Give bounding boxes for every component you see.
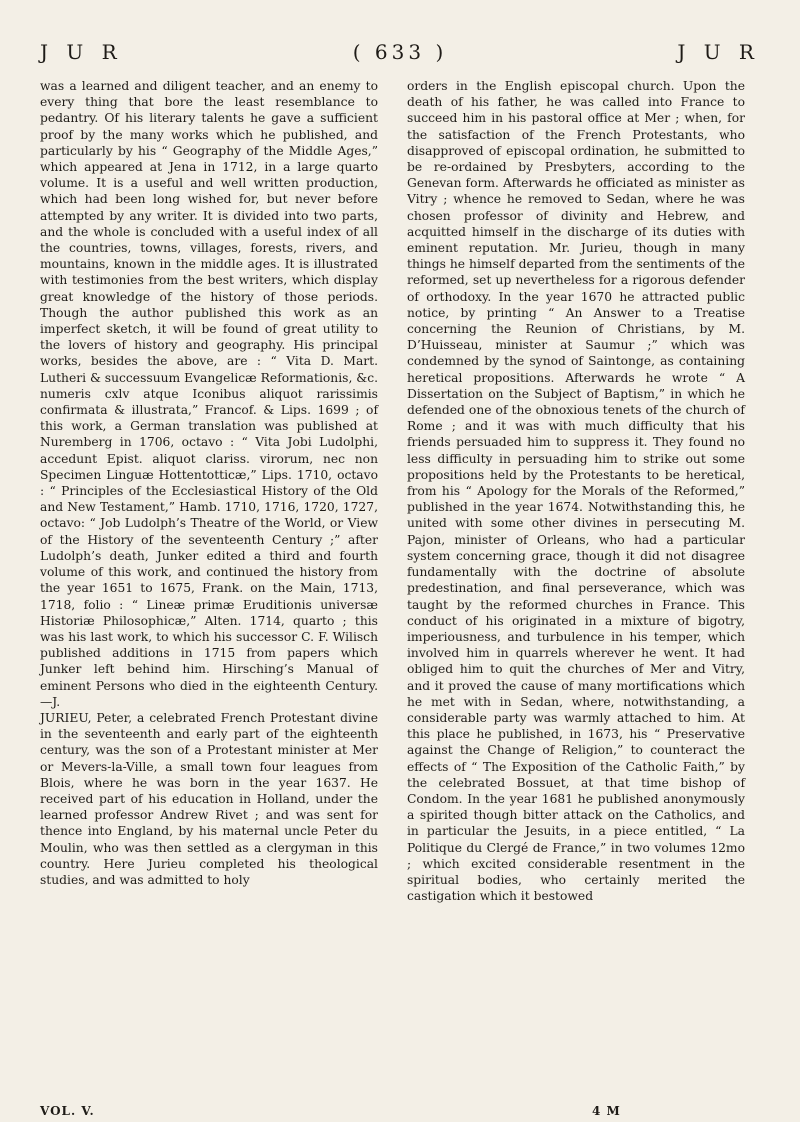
header-right: J U R	[677, 40, 760, 64]
page-number: ( 633 )	[352, 40, 448, 64]
volume-label: VOL. V.	[40, 1104, 95, 1118]
header-left: J U R	[40, 40, 123, 64]
signature-mark: 4 M	[592, 1104, 621, 1118]
paragraph-junker: was a learned and diligent teacher, and an enemy to every thing that bore the least resemblance to pedantry. Of his literary talents he gave a sufficient proof by the many works which he published, and particularly by his “ Geography of the Middle Ages,” which appeared at Jena in 1712, in a large quarto volume. It is a useful and well written production, which had been long wished for, but never before attempted by any writer. It is divided into two parts, and the whole is concluded with a useful index of all the countries, towns, villages, forests, rivers, and mountains, known in the middle ages. It is illustrated with testimonies from the best writers, which display great knowledge of the history of those periods. Though the author published this work as an imperfect sketch, it will be found of great utility to the lovers of history and geography. His principal works, besides the above, are : “ Vita D. Mart. Lutheri & successuum Evangelicæ Reformationis, &c. numeris cxlv atque Iconibus aliquot rarissimis confirmata & illustrata,” Francof. & Lips. 1699 ; of this work, a German translation was published at Nuremberg in 1706, octavo : “ Vita Jobi Ludolphi, accedunt Epist. aliquot clariss. virorum, nec non Specimen Linguæ Hottentotticæ,” Lips. 1710, octavo : “ Principles of the Ecclesiastical History of the Old and New Testament,” Hamb. 1710, 1716, 1720, 1727, octavo: “ Job Ludolph’s Theatre of the World, or View of the History of the seventeenth Century ;” after Ludolph’s death, Junker edited a third and fourth volume of this work, and continued the history from the year 1651 to 1675, Frank. on the Main, 1713, 1718, folio : “ Lineæ primæ Eruditionis universæ Historiæ Philosophicæ,” Alten. 1714, quarto ; this was his last work, to which his successor C. F. Wilisch published additions in 1715 from papers which Junker left behind him. Hirsching’s Manual of eminent Persons who died in the eighteenth Century.—J.	[40, 79, 379, 709]
paragraph-jurieu: JURIEU, Peter, a celebrated French Protestant divine in the seventeenth and early part of the eighteenth century, was the son of a Protestant minister at Mer or Mevers-la-Ville, a small town four leagues from Blois, where he was born in the year 1637. He received part of his education in Holland, under the learned professor Andrew Rivet ; and was sent for thence into England, by his maternal uncle Peter du Moulin, who was then settled as a clergyman in this country. Here Jurieu completed his theological studies, and was admitted to holy	[40, 710, 378, 887]
running-header	[40, 40, 760, 70]
paragraph-jurieu-continued: orders in the English episcopal church. Upon the death of his father, he was called into France to succeed him in his pastoral office at Mer ; when, for the satisfaction of the French Protestants, who disapproved of episcopal ordination, he submitted to be re-ordained by Presbyters, according to the Genevan form. Afterwards he officiated as minister as Vitry ; whence he removed to Sedan, where he was chosen professor of divinity and Hebrew, and acquitted himself in the discharge of its duties with eminent reputation. Mr. Jurieu, though in many things he himself departed from the sentiments of the reformed, set up nevertheless for a rigorous defender of orthodoxy. In the year 1670 he attracted public notice, by printing “ An Answer to a Treatise concerning the Reunion of Christians, by M. D’Huisseau, minister at Saumur ;” which was condemned by the synod of Saintonge, as containing heretical propositions. Afterwards he wrote “ A Dissertation on the Subject of Baptism,” in which he defended one of the obnoxious tenets of the church of Rome ; and it was with much difficulty that his friends persuaded him to suppress it. They found no less difficulty in persuading him to strike out some propositions held by the Protestants to be heretical, from his “ Apology for the Morals of the Reformed,” published in the year 1674. Notwithstanding this, he united with some other divines in persecuting M. Pajon, minister of Orleans, who had a particular system concerning grace, though it did not disagree fundamentally with the doctrine of absolute predestination, and final perseverance, which was taught by the reformed churches in France. This conduct of his originated in a mixture of bigotry, imperiousness, and turbulence in his temper, which involved him in quarrels wherever he went. It had obliged him to quit the churches of Mer and Vitry, and it proved the cause of many mortifications which he met with in Sedan, where, notwithstanding, a considerable party was warmly attached to him. At this place he published, in 1673, his “ Preservative against the Change of Religion,” to counteract the effects of “ The Exposition of the Catholic Faith,” by the celebrated Bossuet, at that time bishop of Condom. In the year 1681 he published anonymously a spirited though bitter attack on the Catholics, and in particular the Jesuits, in a piece entitled, “ La Politique du Clergé de France,” in two volumes 12mo ; which excited considerable resentment in the spiritual bodies, who certainly merited the castigation which it bestowed	[407, 79, 745, 904]
right-column	[407, 78, 745, 904]
left-column	[40, 78, 378, 888]
